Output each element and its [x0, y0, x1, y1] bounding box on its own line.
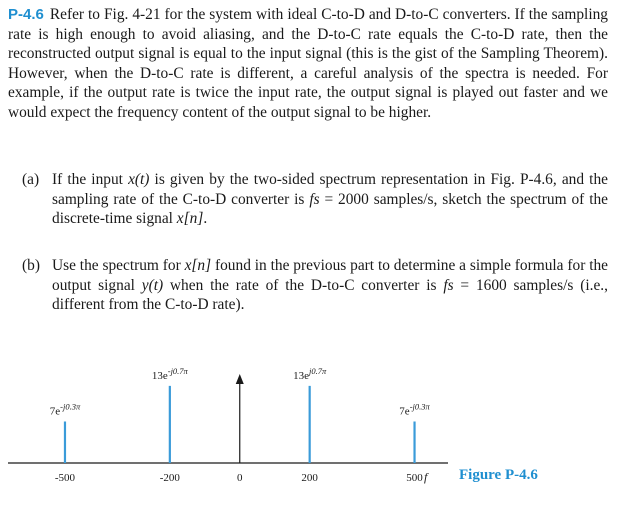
- part-a-input-symbol: x(t): [128, 171, 150, 188]
- tick-label: 0: [237, 472, 243, 484]
- problem-number: P-4.6: [8, 6, 44, 23]
- part-b-text-4: = 1600 samples/s (i.e., different from the C-to-D rate).: [52, 276, 608, 314]
- part-b-output-symbol: y(t): [141, 276, 164, 294]
- part-b-fs-symbol: fs: [443, 276, 454, 294]
- tick-label: 200: [301, 472, 318, 484]
- problem-text: Refer to Fig. 4-21 for the system with ideal C-to-D and D-to-C converters. If the sampling rate is high enough to avoid aliasing, and the D-to-C rate equals the C-to-D rate, then the reconstructed output signal is equal to the input signal (this is the gist of the Sampling Theorem). However, when the D-to-C rate is different, a careful analysis of the spectra is needed. For example, if the output rate is twice the input rate, the output signal is played out faster and we would expect the frequency content of the output signal to be higher.: [8, 6, 608, 121]
- problem-statement: [8, 5, 608, 123]
- spectral-line-label: $7e^{-j0.3\pi}$: [49, 401, 81, 418]
- part-a-text-3: = 2000 samples/s, sketch the spectrum of the discrete-time signal: [52, 190, 608, 228]
- part-a-fs-symbol: fs: [309, 190, 320, 208]
- spectrum-figure: [0, 360, 621, 521]
- figure-caption: Figure P-4.6: [459, 467, 538, 483]
- spectral-line-label: $13e^{j0.7\pi}$: [293, 365, 327, 382]
- frequency-axis-label: f: [424, 470, 428, 484]
- spectral-line-label: $7e^{-j0.3\pi}$: [399, 401, 430, 418]
- part-b: [22, 256, 608, 315]
- part-a-label: (a): [22, 171, 40, 188]
- spectral-line-label: $13e^{-j0.7\pi}$: [151, 365, 188, 382]
- axis-arrowhead: [236, 374, 244, 384]
- part-a-text-2: is given by the two-sided spectrum representation in Fig. P-4.6, and the sampling rate of the C-to-D converter is: [52, 171, 608, 208]
- part-a-text-1: If the input: [52, 171, 129, 188]
- part-a-xn-symbol: x[n]: [176, 210, 204, 228]
- part-b-xn-symbol: x[n]: [184, 257, 212, 274]
- tick-label: -200: [159, 472, 180, 484]
- part-a-text-4: .: [203, 210, 208, 228]
- part-a: [22, 170, 608, 229]
- part-b-text-1: Use the spectrum for: [52, 257, 185, 274]
- spectrum-plot: [0, 360, 621, 521]
- tick-label: 500: [406, 472, 423, 484]
- tick-label: -500: [54, 472, 76, 484]
- part-b-text-3: when the rate of the D-to-C converter is: [163, 276, 444, 294]
- part-b-text-2: found in the previous part to determine a simple formula for the output signal: [52, 257, 609, 294]
- part-b-label: (b): [22, 257, 40, 274]
